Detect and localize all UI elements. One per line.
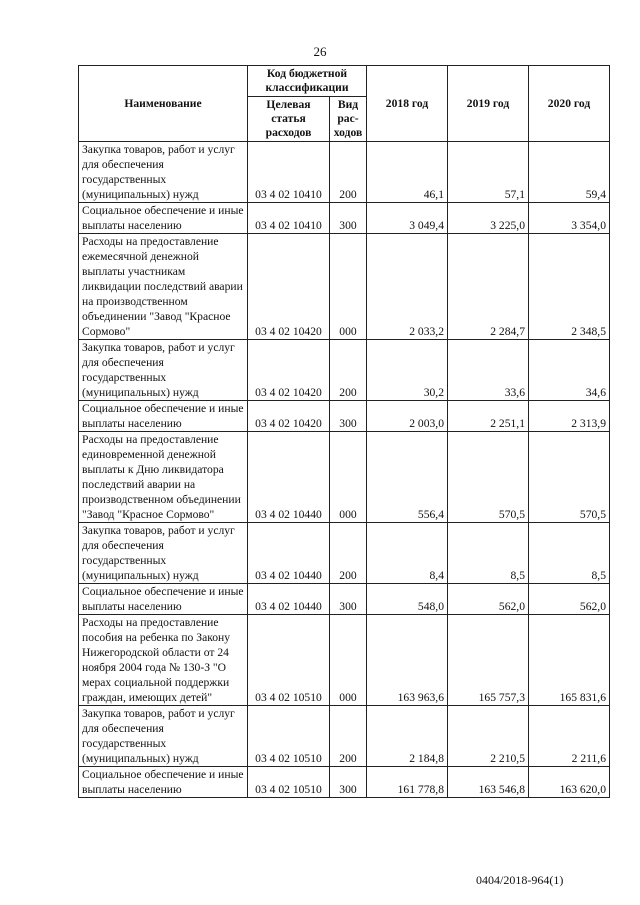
row-expense-type: 200 bbox=[330, 523, 367, 584]
row-target-code: 03 4 02 10510 bbox=[248, 706, 330, 767]
row-expense-type: 000 bbox=[330, 615, 367, 706]
row-target-code: 03 4 02 10510 bbox=[248, 767, 330, 798]
row-value-2018: 2 184,8 bbox=[367, 706, 448, 767]
row-value-2019: 33,6 bbox=[448, 340, 529, 401]
row-name: Расходы на предоставление ежемесячной денежной выплаты участникам ликвидации последствий аварии на производственном объединении "Завод "Красное Сормово" bbox=[79, 234, 248, 340]
row-target-code: 03 4 02 10420 bbox=[248, 234, 330, 340]
table-row bbox=[79, 234, 610, 340]
row-value-2018: 2 003,0 bbox=[367, 401, 448, 432]
header-target-article: Целевая статья расходов bbox=[248, 97, 330, 142]
row-value-2020: 2 313,9 bbox=[529, 401, 610, 432]
row-value-2019: 2 284,7 bbox=[448, 234, 529, 340]
row-target-code: 03 4 02 10440 bbox=[248, 432, 330, 523]
budget-table bbox=[78, 65, 610, 798]
row-target-code: 03 4 02 10510 bbox=[248, 615, 330, 706]
row-value-2018: 3 049,4 bbox=[367, 203, 448, 234]
row-value-2020: 570,5 bbox=[529, 432, 610, 523]
row-value-2018: 30,2 bbox=[367, 340, 448, 401]
row-value-2020: 8,5 bbox=[529, 523, 610, 584]
row-value-2018: 548,0 bbox=[367, 584, 448, 615]
row-name: Расходы на предоставление единовременной денежной выплаты к Дню ликвидатора последствий аварии на производственном объединении "Завод "Красное Сормово" bbox=[79, 432, 248, 523]
row-value-2018: 8,4 bbox=[367, 523, 448, 584]
row-name: Расходы на предоставление пособия на ребенка по Закону Нижегородской области от 24 ноября 2004 года № 130-З "О мерах социальной поддержки граждан, имеющих детей" bbox=[79, 615, 248, 706]
header-name: Наименование bbox=[79, 66, 248, 142]
row-target-code: 03 4 02 10440 bbox=[248, 523, 330, 584]
table-row bbox=[79, 615, 610, 706]
table-row bbox=[79, 432, 610, 523]
row-expense-type: 200 bbox=[330, 142, 367, 203]
document-registration-code: 0404/2018-964(1) bbox=[476, 873, 564, 887]
row-expense-type: 000 bbox=[330, 432, 367, 523]
row-name: Закупка товаров, работ и услуг для обеспечения государственных (муниципальных) нужд bbox=[79, 523, 248, 584]
row-target-code: 03 4 02 10420 bbox=[248, 401, 330, 432]
row-value-2018: 2 033,2 bbox=[367, 234, 448, 340]
row-value-2020: 34,6 bbox=[529, 340, 610, 401]
row-value-2019: 163 546,8 bbox=[448, 767, 529, 798]
header-year-2018: 2018 год bbox=[367, 66, 448, 142]
table-row bbox=[79, 142, 610, 203]
row-value-2020: 2 348,5 bbox=[529, 234, 610, 340]
row-target-code: 03 4 02 10410 bbox=[248, 203, 330, 234]
row-target-code: 03 4 02 10420 bbox=[248, 340, 330, 401]
row-target-code: 03 4 02 10440 bbox=[248, 584, 330, 615]
table-row bbox=[79, 523, 610, 584]
row-name: Закупка товаров, работ и услуг для обеспечения государственных (муниципальных) нужд bbox=[79, 340, 248, 401]
row-value-2019: 2 251,1 bbox=[448, 401, 529, 432]
row-expense-type: 300 bbox=[330, 584, 367, 615]
row-value-2018: 556,4 bbox=[367, 432, 448, 523]
row-name: Закупка товаров, работ и услуг для обеспечения государственных (муниципальных) нужд bbox=[79, 142, 248, 203]
row-expense-type: 200 bbox=[330, 340, 367, 401]
table-row bbox=[79, 203, 610, 234]
row-target-code: 03 4 02 10410 bbox=[248, 142, 330, 203]
page-number: 26 bbox=[313, 44, 327, 59]
row-value-2019: 3 225,0 bbox=[448, 203, 529, 234]
row-value-2019: 8,5 bbox=[448, 523, 529, 584]
header-year-2019: 2019 год bbox=[448, 66, 529, 142]
row-name: Закупка товаров, работ и услуг для обеспечения государственных (муниципальных) нужд bbox=[79, 706, 248, 767]
row-name: Социальное обеспечение и иные выплаты населению bbox=[79, 401, 248, 432]
header-expense-type: Вид рас- ходов bbox=[330, 97, 367, 142]
row-name: Социальное обеспечение и иные выплаты населению bbox=[79, 203, 248, 234]
table-row bbox=[79, 584, 610, 615]
row-value-2018: 163 963,6 bbox=[367, 615, 448, 706]
row-expense-type: 300 bbox=[330, 203, 367, 234]
row-expense-type: 300 bbox=[330, 401, 367, 432]
row-name: Социальное обеспечение и иные выплаты населению bbox=[79, 584, 248, 615]
row-value-2020: 562,0 bbox=[529, 584, 610, 615]
row-value-2018: 46,1 bbox=[367, 142, 448, 203]
row-expense-type: 300 bbox=[330, 767, 367, 798]
row-value-2020: 163 620,0 bbox=[529, 767, 610, 798]
row-value-2019: 570,5 bbox=[448, 432, 529, 523]
table-row bbox=[79, 767, 610, 798]
row-value-2018: 161 778,8 bbox=[367, 767, 448, 798]
row-value-2019: 57,1 bbox=[448, 142, 529, 203]
row-expense-type: 200 bbox=[330, 706, 367, 767]
header-year-2020: 2020 год bbox=[529, 66, 610, 142]
row-value-2020: 3 354,0 bbox=[529, 203, 610, 234]
row-expense-type: 000 bbox=[330, 234, 367, 340]
row-value-2020: 165 831,6 bbox=[529, 615, 610, 706]
row-name: Социальное обеспечение и иные выплаты населению bbox=[79, 767, 248, 798]
row-value-2019: 165 757,3 bbox=[448, 615, 529, 706]
table-row bbox=[79, 706, 610, 767]
row-value-2020: 2 211,6 bbox=[529, 706, 610, 767]
row-value-2019: 2 210,5 bbox=[448, 706, 529, 767]
table-row bbox=[79, 401, 610, 432]
row-value-2019: 562,0 bbox=[448, 584, 529, 615]
row-value-2020: 59,4 bbox=[529, 142, 610, 203]
header-classification: Код бюджетной классификации bbox=[248, 66, 367, 97]
table-row bbox=[79, 340, 610, 401]
